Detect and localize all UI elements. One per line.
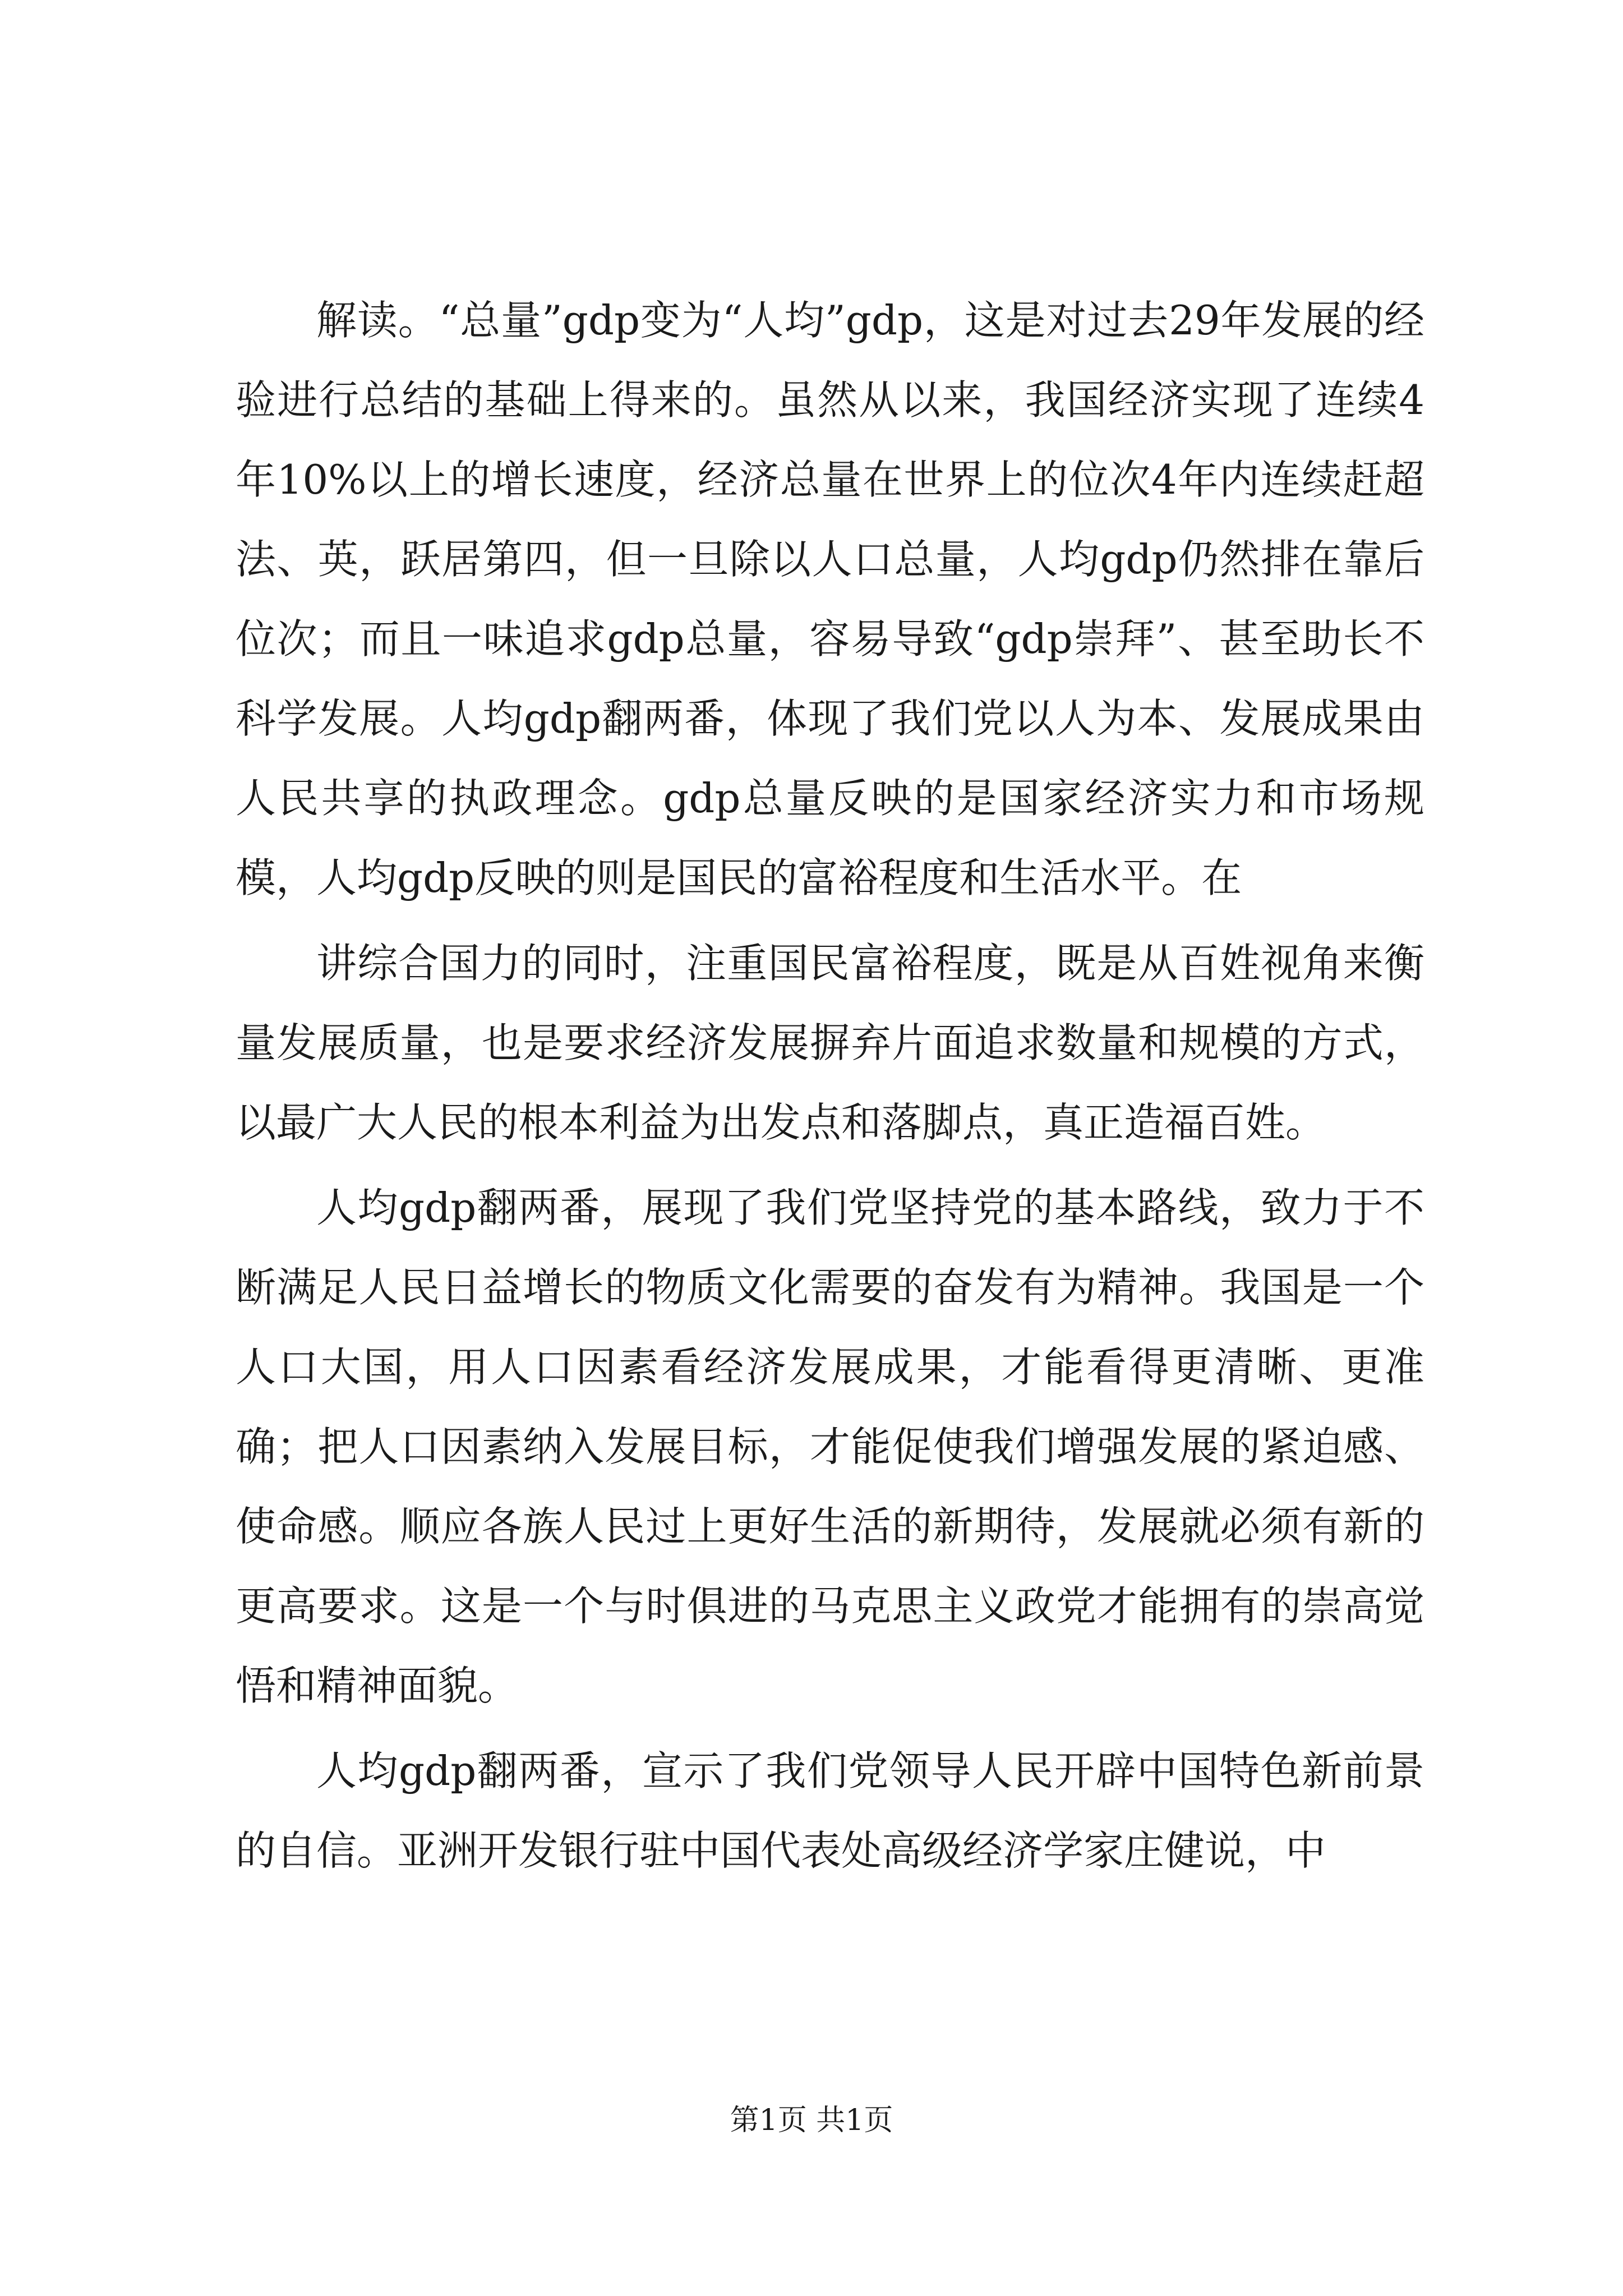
paragraph-4: 人均gdp翻两番，宣示了我们党领导人民开辟中国特色新前景的自信。亚洲开发银行驻中国代表处高级经济学家庄健说，中: [236, 1747, 1424, 1874]
page-footer: [0, 2101, 1623, 2140]
paragraph-1: 解读。“总量”gdp变为“人均”gdp，这是对过去29年发展的经验进行总结的基础上得来的。虽然从以来，我国经济实现了连续4年10%以上的增长速度，经济总量在世界上的位次4年内连续赶超法、英，跃居第四，但一旦除以人口总量，人均gdp仍然排在靠后位次；而且一味追求gdp总量，容易导致“gdp崇拜”、甚至助长不科学发展。人均gdp翻两番，体现了我们党以人为本、发展成果由人民共享的执政理念。gdp总量反映的是国家经济实力和市场规模，人均gdp反映的则是国民的富裕程度和生活水平。在: [236, 297, 1424, 901]
document-body: [236, 280, 1424, 1896]
page-number-label: 第1页 共1页: [730, 2104, 893, 2137]
paragraph-2: 讲综合国力的同时，注重国民富裕程度，既是从百姓视角来衡量发展质量，也是要求经济发展摒弃片面追求数量和规模的方式，以最广大人民的根本利益为出发点和落脚点，真正造福百姓。: [236, 940, 1424, 1146]
paragraph-3: 人均gdp翻两番，展现了我们党坚持党的基本路线，致力于不断满足人民日益增长的物质文化需要的奋发有为精神。我国是一个人口大国，用人口因素看经济发展成果，才能看得更清晰、更准确；把人口因素纳入发展目标，才能促使我们增强发展的紧迫感、使命感。顺应各族人民过上更好生活的新期待，发展就必须有新的更高要求。这是一个与时俱进的马克思主义政党才能拥有的崇高觉悟和精神面貌。: [236, 1184, 1424, 1709]
